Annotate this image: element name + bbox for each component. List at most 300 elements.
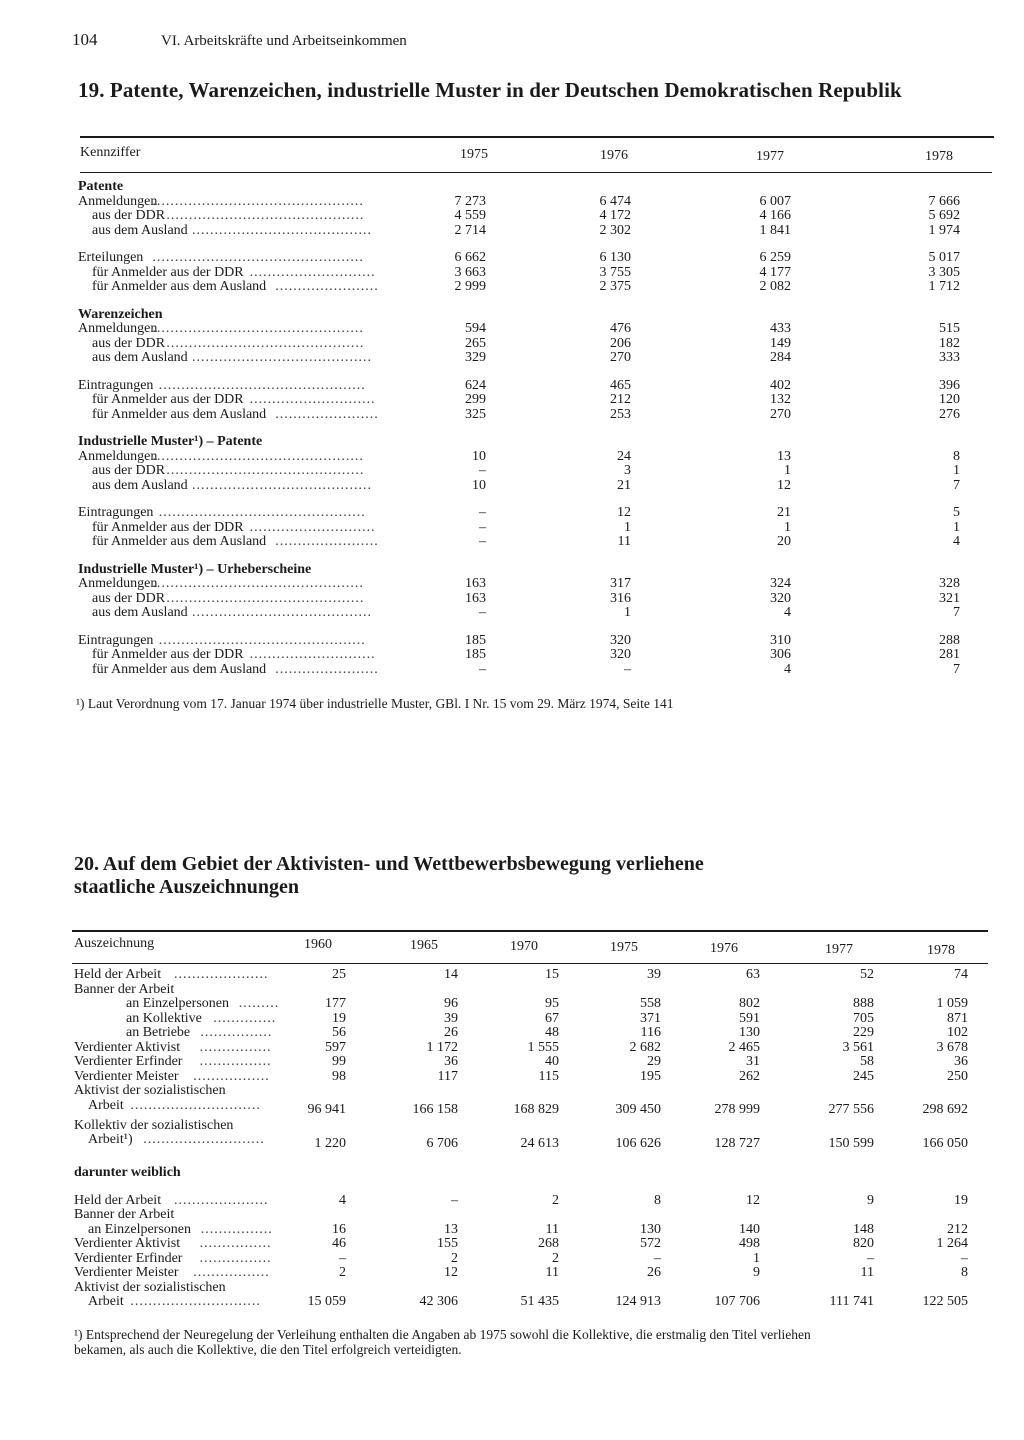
table20-footnote [74,1327,994,1357]
table20-cell: 106 626 [615,1136,661,1151]
table20-cell: 212 [947,1221,968,1237]
table20-cell: 40 [545,1054,559,1069]
table20-row [74,1055,984,1070]
table19-row-label: Industrielle Muster¹) – Patente [78,434,263,449]
table20-row [74,1237,984,1252]
table19-cell: 6 474 [599,193,631,209]
table19-cell: 120 [939,392,960,407]
table20-cell: 8 [961,1265,968,1280]
table20-row-label: Held der Arbeit [74,967,162,982]
table19-cell: 465 [610,377,631,393]
table19-cell: 320 [610,632,631,648]
table19-top-rule [80,136,994,138]
table20-row [74,1070,984,1085]
table19-row [78,209,978,224]
table20-section-heading [74,1166,984,1181]
table20-cell: – [654,1250,661,1266]
table19-row [78,224,978,239]
table20-body [74,968,984,1310]
table19-leader-dots: ............................ [249,519,376,535]
table20-cell: 140 [739,1221,760,1237]
table19-cell: 6 007 [759,193,791,209]
table20-row-label: darunter weiblich [74,1165,181,1180]
table20-cell: 6 706 [426,1136,458,1151]
table19-row-label: Industrielle Muster¹) – Urheberscheine [78,561,312,577]
table19-leader-dots: ............................................... [152,448,364,464]
table19-row [78,535,978,550]
table20-cell: 150 599 [828,1136,874,1151]
table19-row [78,464,978,479]
table19-cell: – [624,661,631,677]
table20-cell: 51 435 [520,1294,559,1309]
table20-leader-dots: ................ [199,1054,272,1069]
table20-cell: 36 [954,1054,968,1069]
table20-cell: 15 [545,967,559,982]
table19-year-1978: 1978 [925,149,953,164]
table19-row [78,577,978,592]
table20-cell: 277 556 [828,1101,874,1117]
table20-cell: 195 [640,1068,661,1084]
table20-year-1978: 1978 [927,943,955,958]
table19-column-header: Kennziffer [80,145,141,160]
table19-cell: – [479,534,486,549]
table19-cell: 5 017 [928,250,960,265]
table20-cell: 1 264 [936,1236,968,1251]
table19-year-1975: 1975 [460,147,488,162]
table20-cell: 2 [552,1250,559,1266]
table19-cell: 182 [939,335,960,351]
table19-section-heading [78,435,978,450]
table19-row-label: aus der DDR [92,208,166,223]
table19-row [78,322,978,337]
table20-cell: 278 999 [714,1101,760,1117]
table19-row [78,479,978,494]
table20-row-label: Arbeit¹) [88,1132,133,1147]
table19-cell: 12 [617,505,631,520]
table20-header-rule [72,963,988,964]
table19-cell: 317 [610,576,631,591]
table20-year-1977: 1977 [825,942,853,957]
table20-row-label: Verdienter Aktivist [74,1236,181,1251]
table20-top-rule [72,930,988,932]
table20-cell: 14 [444,967,458,982]
table19-title: 19. Patente, Warenzeichen, industrielle Muster in der Deutschen Demokratischen Republik [78,78,902,102]
table20-cell: 31 [746,1054,760,1069]
table19-cell: 270 [770,406,791,422]
table19-cell: 10 [472,448,486,464]
table19-cell: 149 [770,335,791,351]
table20-row-label: Aktivist der sozialistischen [74,1279,226,1295]
table20-title-line1: 20. Auf dem Gebiet der Aktivisten- und Wettbewerbsbewegung verliehene [74,853,704,875]
table19-leader-dots: ....................... [275,279,379,294]
table20-cell: 262 [739,1068,760,1084]
table20-cell: 13 [444,1221,458,1237]
table20-cell: 9 [753,1265,760,1280]
table20-row [74,1252,984,1267]
table19-cell: 10 [472,477,486,493]
table19-row-label: für Anmelder aus dem Ausland [92,534,267,549]
table20-cell: 802 [739,996,760,1011]
table20-row [74,1084,984,1099]
table19-cell: 1 [784,519,791,535]
table20-row-label: Verdienter Meister [74,1068,179,1084]
table19-cell: 163 [465,590,486,606]
table20-cell: 122 505 [922,1294,968,1309]
table20-cell: 39 [444,1010,458,1026]
table19-section-heading [78,563,978,578]
table20-cell: 245 [853,1068,874,1084]
table20-title-line2: staatliche Auszeichnungen [74,876,300,898]
table19-cell: 1 [784,463,791,478]
table19-row [78,266,978,281]
table19-row-label: Patente [78,179,124,194]
table20-cell: 46 [332,1236,346,1251]
table20-year-1970: 1970 [510,939,538,954]
table19-leader-dots: .............................................. [158,377,366,393]
table20-cell: 95 [545,996,559,1011]
table20-cell: 25 [332,967,346,982]
table19-leader-dots: ....................... [275,406,379,422]
table20-cell: 4 [339,1192,346,1208]
table19-year-1977: 1977 [756,149,784,164]
table20-cell: 19 [954,1192,968,1208]
table20-column-header: Auszeichnung [74,936,155,951]
table19-cell: 320 [610,647,631,662]
table20-row [74,1194,984,1209]
table20-cell: 15 059 [307,1294,346,1309]
table19-row-label: für Anmelder aus dem Ausland [92,406,267,422]
table20-cell: 107 706 [714,1294,760,1309]
table20-cell: 371 [640,1010,661,1026]
table19-cell: 433 [770,321,791,336]
table19-row-label: aus dem Ausland [92,350,188,365]
table19-cell: 6 259 [759,250,791,265]
table19-leader-dots: ............................................ [166,463,365,478]
table20-row-label: an Betriebe [126,1025,191,1040]
table19-cell: 316 [610,590,631,606]
table20-row [74,1295,984,1310]
table19-cell: – [479,463,486,478]
table19-cell: 321 [939,590,960,606]
table20-row-label: an Einzelpersonen [126,996,230,1011]
table20-cell: 117 [437,1068,458,1084]
table19-row-label: Eintragungen [78,377,154,393]
table19-row [78,450,978,465]
table20-row [74,1119,984,1134]
table19-cell: 325 [465,406,486,422]
table20-cell: 36 [444,1054,458,1069]
table19-cell: 1 [953,463,960,478]
table19-cell: 6 662 [454,250,486,265]
table19-cell: 7 [953,605,960,620]
table19-cell: 7 [953,477,960,493]
table20-year-1960: 1960 [304,937,332,952]
table20-cell: 148 [853,1221,874,1237]
table19-cell: 8 [953,448,960,464]
table20-cell: 1 059 [936,996,968,1011]
table19-cell: 4 172 [599,208,631,223]
table19-cell: 306 [770,647,791,662]
table19-row-label: für Anmelder aus dem Ausland [92,279,267,294]
table19-cell: 276 [939,406,960,422]
table19-cell: 13 [777,448,791,464]
table19-cell: 5 692 [928,208,960,223]
table20-cell: 63 [746,967,760,982]
table20-cell: 42 306 [419,1294,458,1309]
table20-cell: 1 [753,1250,760,1266]
table19-row-label: Anmeldungen [78,576,158,591]
table19-section-heading [78,308,978,323]
table20-cell: – [451,1192,458,1208]
table20-footnote-line2: bekamen, als auch die Kollektive, die den Titel erfolgreich verteidigten. [74,1342,462,1357]
table19-cell: 2 082 [759,279,791,294]
table19-cell: 4 166 [759,208,791,223]
table19-row-label: Eintragungen [78,632,154,648]
table19-cell: 4 559 [454,208,486,223]
table19-cell: 396 [939,377,960,393]
table19-row-label: für Anmelder aus dem Ausland [92,661,267,677]
table20-row-label: Kollektiv der sozialistischen [74,1117,234,1133]
table20-row [74,1266,984,1281]
table19-cell: 284 [770,350,791,365]
table20-cell: 250 [947,1068,968,1084]
table19-cell: 2 302 [599,222,631,238]
table19-leader-dots: ............................................... [152,321,364,336]
table19-cell: 288 [939,632,960,648]
table19-spacer [78,550,978,563]
table20-row-label: Arbeit [88,1294,124,1309]
table20-leader-dots: ..................... [174,967,269,982]
table19-cell: 3 [624,463,631,478]
table20-spacer [74,1153,984,1166]
table19-cell: 281 [939,647,960,662]
table20-row [74,983,984,998]
table19-cell: 2 714 [454,222,486,238]
table20-cell: 16 [332,1221,346,1237]
table20-leader-dots: ................ [199,1236,272,1251]
table19-footnote: ¹) Laut Verordnung vom 17. Januar 1974 über industrielle Muster, GBl. I Nr. 15 vom 29. März 1974, Seite 141 [76,696,674,711]
table20-cell: 168 829 [513,1101,559,1117]
table19-cell: 402 [770,377,791,393]
table19-cell: 2 375 [599,279,631,294]
table20-row [74,1281,984,1296]
table19-leader-dots: ........................................ [192,477,372,493]
table20-cell: 1 172 [426,1039,458,1055]
table19-row-label: für Anmelder aus der DDR [92,392,244,407]
table20-year-1976: 1976 [710,941,738,956]
table19-section-heading [78,180,978,195]
table19-row [78,280,978,295]
table19-header-rule [80,172,992,173]
table19-row [78,506,978,521]
table19-cell: 7 666 [928,193,960,209]
table19-cell: 132 [770,392,791,407]
table19-cell: 4 [784,605,791,620]
table20-leader-dots: ................ [199,1250,272,1266]
table19-leader-dots: ............................ [249,264,376,280]
table20-row-label: Banner der Arbeit [74,1207,175,1222]
table20-leader-dots: ................ [200,1025,273,1040]
table20-leader-dots: ............................. [130,1294,261,1309]
table20-leader-dots: ..................... [174,1192,269,1208]
table20-year-1965: 1965 [410,938,438,953]
table20-cell: 24 613 [520,1136,559,1151]
table19-row-label: für Anmelder aus der DDR [92,647,244,662]
table19-cell: 21 [617,477,631,493]
table19-leader-dots: .............................................. [158,505,366,520]
table20-cell: 11 [545,1221,559,1237]
table20-title [74,853,854,899]
table20-cell: 128 727 [714,1136,760,1151]
table19-row-label: Anmeldungen [78,448,158,464]
table20-cell: 67 [545,1010,559,1026]
table19-cell: 185 [465,632,486,648]
table19-cell: – [479,505,486,520]
table19-cell: 163 [465,576,486,591]
table19-row [78,521,978,536]
table20-year-1975: 1975 [610,940,638,955]
table20-cell: 56 [332,1025,346,1040]
chapter-title: VI. Arbeitskräfte und Arbeitseinkommen [160,33,407,49]
table20-cell: 268 [538,1236,559,1251]
table20-cell: 116 [640,1025,661,1040]
table19-row [78,606,978,621]
table20-row-label: an Einzelpersonen [88,1221,192,1237]
table19-cell: 21 [777,505,791,520]
table20-cell: – [867,1250,874,1266]
table20-cell: 591 [739,1010,760,1026]
table19-leader-dots: ............................................ [166,208,365,223]
table19-leader-dots: ........................................ [192,350,372,365]
table20-cell: 177 [325,996,346,1011]
table19-leader-dots: ....................... [275,661,379,677]
table20-cell: 2 [339,1265,346,1280]
table20-row [74,968,984,983]
table19-cell: 265 [465,335,486,351]
table19-leader-dots: ............................................... [152,576,364,591]
table20-cell: 2 465 [728,1039,760,1055]
table19-cell: 324 [770,576,791,591]
table20-cell: 115 [538,1068,559,1084]
table20-cell: 58 [860,1054,874,1069]
table20-cell: 1 220 [314,1136,346,1151]
table20-cell: 871 [947,1010,968,1026]
table19-cell: 1 974 [928,222,960,238]
table20-cell: 12 [444,1265,458,1280]
table19-cell: 206 [610,335,631,351]
table19-cell: 185 [465,647,486,662]
table20-leader-dots: ................ [200,1221,273,1237]
page-number: 104 [72,30,98,49]
table19-cell: 320 [770,590,791,606]
table19-cell: 328 [939,576,960,591]
table20-cell: 12 [746,1192,760,1208]
table19-cell: 20 [777,534,791,549]
table19-leader-dots: ............................................ [166,335,365,351]
table20-cell: 124 913 [615,1294,661,1309]
table19-cell: 5 [953,505,960,520]
table20-cell: 29 [647,1054,661,1069]
table20-cell: 572 [640,1236,661,1251]
table19-cell: 3 663 [454,264,486,280]
table20-leader-dots: ................. [193,1068,270,1084]
table20-cell: 111 741 [829,1294,874,1309]
table20-cell: 3 678 [936,1039,968,1055]
table19-row-label: für Anmelder aus der DDR [92,264,244,280]
table19-cell: 24 [617,448,631,464]
table20-cell: 19 [332,1010,346,1026]
table20-cell: 39 [647,967,661,982]
table20-cell: 597 [325,1039,346,1055]
table19-row-label: aus der DDR [92,335,166,351]
table19-cell: 2 999 [454,279,486,294]
table20-cell: 130 [640,1221,661,1237]
table20-spacer [74,1181,984,1194]
table19-cell: 11 [617,534,631,549]
table19-cell: 6 130 [599,250,631,265]
table20-row-label: an Kollektive [126,1010,202,1026]
table19-cell: 310 [770,632,791,648]
table19-leader-dots: ........................................ [192,605,372,620]
table20-row [74,1208,984,1223]
table20-cell: 98 [332,1068,346,1084]
table19-cell: 4 [953,534,960,549]
table19-row [78,408,978,423]
table20-cell: 74 [954,967,968,982]
table20-cell: 558 [640,996,661,1011]
table19-row [78,393,978,408]
table19-cell: 1 712 [928,279,960,294]
table20-cell: 102 [947,1025,968,1040]
table20-cell: – [339,1250,346,1266]
table19-cell: 476 [610,321,631,336]
table19-spacer [78,366,978,379]
table19-leader-dots: ........................................ [192,222,372,238]
table19-row [78,379,978,394]
table20-cell: 11 [860,1265,874,1280]
table19-spacer [78,295,978,308]
table19-cell: 515 [939,321,960,336]
table19-leader-dots: ............................ [249,647,376,662]
table20-cell: 155 [437,1236,458,1251]
table20-row [74,1099,984,1119]
table19-cell: 1 [624,519,631,535]
table20-row [74,1133,984,1153]
table20-row-label: Verdienter Erfinder [74,1250,183,1266]
table19-row [78,592,978,607]
table20-cell: 309 450 [615,1101,661,1117]
table20-row-label: Banner der Arbeit [74,981,175,997]
table20-row-label: Verdienter Aktivist [74,1039,181,1055]
table20-cell: 820 [853,1236,874,1251]
table20-row [74,1041,984,1056]
table20-row [74,1012,984,1027]
table19-row-label: für Anmelder aus der DDR [92,519,244,535]
table19-cell: 1 841 [759,222,791,238]
table19-leader-dots: ............................................... [152,250,364,265]
table19-leader-dots: ............................................ [166,590,365,606]
table19-leader-dots: ....................... [275,534,379,549]
table20-cell: 11 [545,1265,559,1280]
table20-cell: 1 555 [527,1039,559,1055]
table19-cell: 270 [610,350,631,365]
table19-row [78,337,978,352]
table19-cell: 253 [610,406,631,422]
table20-cell: 96 [444,996,458,1011]
table20-row-label: Arbeit [88,1097,124,1113]
running-head [72,30,407,50]
table19-row [78,251,978,266]
